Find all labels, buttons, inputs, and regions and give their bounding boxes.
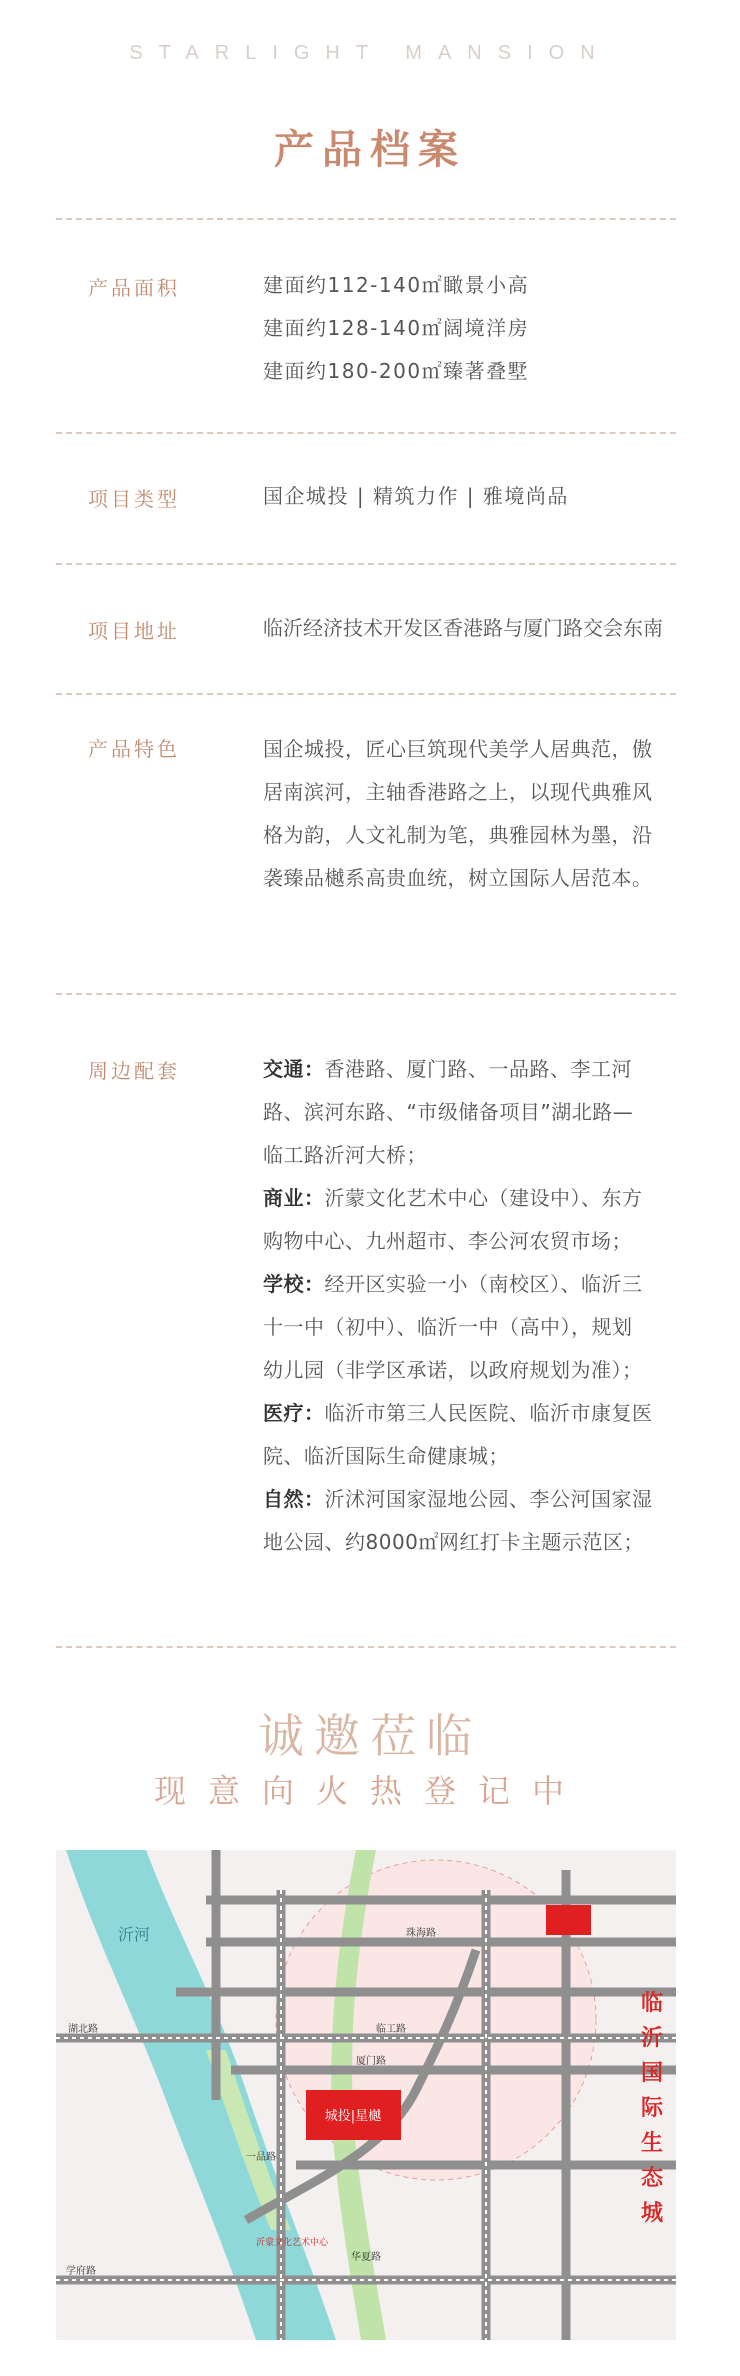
nature-key: 自然： bbox=[263, 1487, 325, 1511]
traffic-key: 交通： bbox=[263, 1057, 325, 1081]
school-text: 经开区实验一小（南校区）、临沂三 bbox=[324, 1272, 643, 1296]
feature-line: 国企城投，匠心巨筑现代美学人居典范，傲 bbox=[263, 737, 653, 761]
surrounding-line bbox=[263, 1048, 683, 1091]
divider bbox=[56, 218, 676, 220]
area-label: 产品面积 bbox=[88, 276, 180, 300]
road-label: 华夏路 bbox=[351, 2252, 381, 2263]
surrounding-line: 购物中心、九州超市、李公河农贸市场； bbox=[263, 1229, 632, 1253]
commerce-text: 沂蒙文化艺术中心（建设中）、东方 bbox=[324, 1186, 643, 1210]
commerce-key: 商业： bbox=[263, 1186, 325, 1210]
invite-heading: 诚邀莅临 bbox=[258, 1709, 482, 1763]
feature-line: 格为韵，人文礼制为笔，典雅园林为墨，沿 bbox=[263, 823, 653, 847]
surrounding-line bbox=[263, 1392, 683, 1435]
road-label: 学府路 bbox=[66, 2266, 96, 2277]
surrounding-text bbox=[263, 1048, 683, 1564]
divider bbox=[56, 693, 676, 695]
surrounding-line: 路、滨河东路、“市级储备项目”湖北路— bbox=[263, 1100, 634, 1124]
svg-text:沂: 沂 bbox=[641, 2026, 664, 2051]
svg-text:国: 国 bbox=[641, 2061, 664, 2086]
divider bbox=[56, 432, 676, 434]
surrounding-label: 周边配套 bbox=[88, 1059, 180, 1083]
surrounding-line: 院、临沂国际生命健康城； bbox=[263, 1444, 509, 1468]
divider bbox=[56, 993, 676, 995]
svg-text:城: 城 bbox=[641, 2201, 664, 2226]
surrounding-line bbox=[263, 1177, 683, 1220]
surrounding-line bbox=[263, 1478, 683, 1521]
divider bbox=[56, 1646, 676, 1648]
svg-text:临: 临 bbox=[641, 1991, 664, 2016]
brand-name: STARLIGHT MANSION bbox=[129, 42, 611, 64]
road-label: 厦门路 bbox=[356, 2056, 386, 2067]
surrounding-line: 临工路沂河大桥； bbox=[263, 1143, 427, 1167]
school-key: 学校： bbox=[263, 1272, 325, 1296]
traffic-text: 香港路、厦门路、一品路、李工河 bbox=[324, 1057, 632, 1081]
road-label: 一品路 bbox=[246, 2152, 276, 2163]
surrounding-line: 地公园、约8000㎡网红打卡主题示范区； bbox=[263, 1530, 644, 1554]
invite-subheading: 现意向火热登记中 bbox=[153, 1772, 586, 1810]
area-line: 建面约128-140㎡阔境洋房 bbox=[263, 316, 530, 340]
feature-line: 袭臻品樾系高贵血统，树立国际人居范本。 bbox=[263, 866, 653, 890]
type-text bbox=[263, 475, 683, 518]
type-label: 项目类型 bbox=[88, 487, 180, 511]
feature-label: 产品特色 bbox=[88, 737, 180, 761]
area-line: 建面约112-140㎡瞰景小高 bbox=[263, 273, 530, 297]
medical-key: 医疗： bbox=[263, 1401, 325, 1425]
poi-label: 沂蒙文化艺术中心 bbox=[256, 2238, 329, 2248]
river-label: 沂河 bbox=[118, 1925, 151, 1944]
surrounding-line: 十一中（初中）、临沂一中（高中），规划 bbox=[263, 1315, 633, 1339]
medical-text: 临沂市第三人民医院、临沂市康复医 bbox=[324, 1401, 653, 1425]
feature-text bbox=[263, 728, 683, 900]
project-sign: 城投|星樾 bbox=[324, 2109, 382, 2124]
area-line: 建面约180-200㎡臻著叠墅 bbox=[263, 359, 530, 383]
svg-text:际: 际 bbox=[641, 2096, 664, 2121]
location-map bbox=[56, 1850, 676, 2340]
address-text bbox=[263, 607, 703, 650]
address-label: 项目地址 bbox=[88, 619, 180, 643]
type-value: 国企城投 | 精筑力作 | 雅境尚品 bbox=[263, 484, 569, 508]
divider bbox=[56, 563, 676, 565]
address-value: 临沂经济技术开发区香港路与厦门路交会东南 bbox=[263, 616, 663, 640]
svg-text:生: 生 bbox=[641, 2131, 664, 2156]
nature-text: 沂沭河国家湿地公园、李公河国家湿 bbox=[324, 1487, 653, 1511]
area-text bbox=[263, 264, 683, 393]
road-label: 珠海路 bbox=[406, 1928, 436, 1939]
surrounding-line: 幼儿园（非学区承诺，以政府规划为准）； bbox=[263, 1358, 643, 1382]
feature-line: 居南滨河，主轴香港路之上，以现代典雅风 bbox=[263, 780, 653, 804]
svg-text:态: 态 bbox=[641, 2166, 664, 2191]
page-title: 产品档案 bbox=[274, 127, 466, 173]
surrounding-line bbox=[263, 1263, 683, 1306]
road-label: 湖北路 bbox=[68, 2024, 98, 2035]
road-label: 临工路 bbox=[376, 2024, 406, 2035]
eco-city-label bbox=[641, 1990, 664, 2226]
